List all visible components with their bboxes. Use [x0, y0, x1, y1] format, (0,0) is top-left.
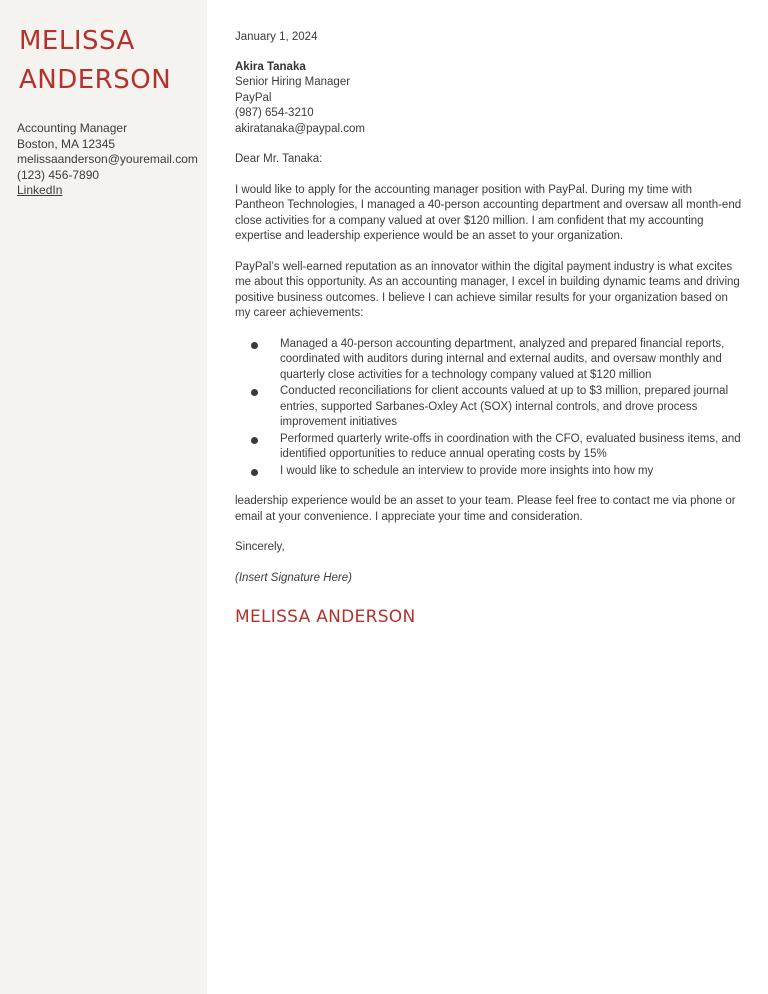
- recipient-phone: (987) 654-3210: [235, 107, 314, 119]
- recipient-title: Senior Hiring Manager: [235, 76, 351, 88]
- bullet-icon: [251, 469, 258, 476]
- list-item-text: Conducted reconciliations for client accounts valued at up to $3 million, prepared journal entries, supported Sarbanes-Oxley Act (SOX) internal controls, and drove process improvement initiatives: [280, 385, 729, 428]
- bullet-icon: [251, 342, 258, 349]
- signature-name: MELISSA ANDERSON: [235, 607, 416, 627]
- salutation: Dear Mr. Tanaka:: [235, 153, 323, 165]
- linkedin-link[interactable]: LinkedIn: [17, 183, 63, 197]
- paragraph-motivation: PayPal’s well-earned reputation as an innovator within the digital payment industry is what excites me about this opportunity. As an accounting manager, I excel in building dynamic teams and driving positive business outcomes. I believe I can achieve similar results for your organization based on my career achievements:: [235, 260, 740, 319]
- location: Boston, MA 12345: [17, 136, 116, 151]
- letter-body: [235, 30, 743, 628]
- signoff: Sincerely,: [235, 541, 285, 553]
- list-item-text: Performed quarterly write-offs in coordination with the CFO, evaluated business items, and identified opportunities to reduce annual operating costs by 15%: [280, 432, 741, 460]
- recipient-email: akiratanaka@paypal.com: [235, 122, 365, 135]
- bullet-icon: [251, 389, 258, 396]
- applicant-last-name: ANDERSON: [19, 65, 172, 95]
- sidebar: [0, 0, 207, 994]
- paragraph-closing: leadership experience would be an asset to your team. Please feel free to contact me via phone or email at your convenience. I appreciate your time and consideration.: [235, 495, 736, 523]
- signature-placeholder: (Insert Signature Here): [235, 571, 352, 584]
- paragraph-intro: I would like to apply for the accounting manager position with PayPal. During my time with Pantheon Technologies, I managed a 40-person accounting department and oversaw all month-end close activities for a company valued at over $120 million. I am confident that my accounting expertise and leadership experience would be an asset to your organization.: [235, 183, 742, 242]
- list-item: [235, 432, 743, 463]
- bullet-icon: [251, 437, 258, 444]
- recipient-block: [235, 60, 743, 138]
- applicant-name: [19, 22, 204, 100]
- achievements-list: [235, 337, 743, 480]
- recipient-name: Akira Tanaka: [235, 60, 306, 73]
- recipient-company: PayPal: [235, 91, 272, 104]
- letter-date: January 1, 2024: [235, 31, 318, 43]
- email: melissaanderson@youremail.com: [17, 152, 198, 166]
- list-item-text: Managed a 40-person accounting department, analyzed and prepared financial reports, coordinated with auditors during internal and external audits, and oversaw monthly and quarterly close activities for a technology company valued at $120 million: [280, 337, 725, 381]
- list-item-text: I would like to schedule an interview to provide more insights into how my: [280, 464, 654, 477]
- applicant-first-name: MELISSA: [19, 26, 135, 56]
- contact-info: [17, 121, 205, 199]
- list-item: [235, 464, 743, 480]
- list-item: [235, 384, 743, 431]
- job-title: Accounting Manager: [17, 121, 128, 135]
- phone: (123) 456-7890: [17, 167, 100, 182]
- list-item: [235, 337, 743, 384]
